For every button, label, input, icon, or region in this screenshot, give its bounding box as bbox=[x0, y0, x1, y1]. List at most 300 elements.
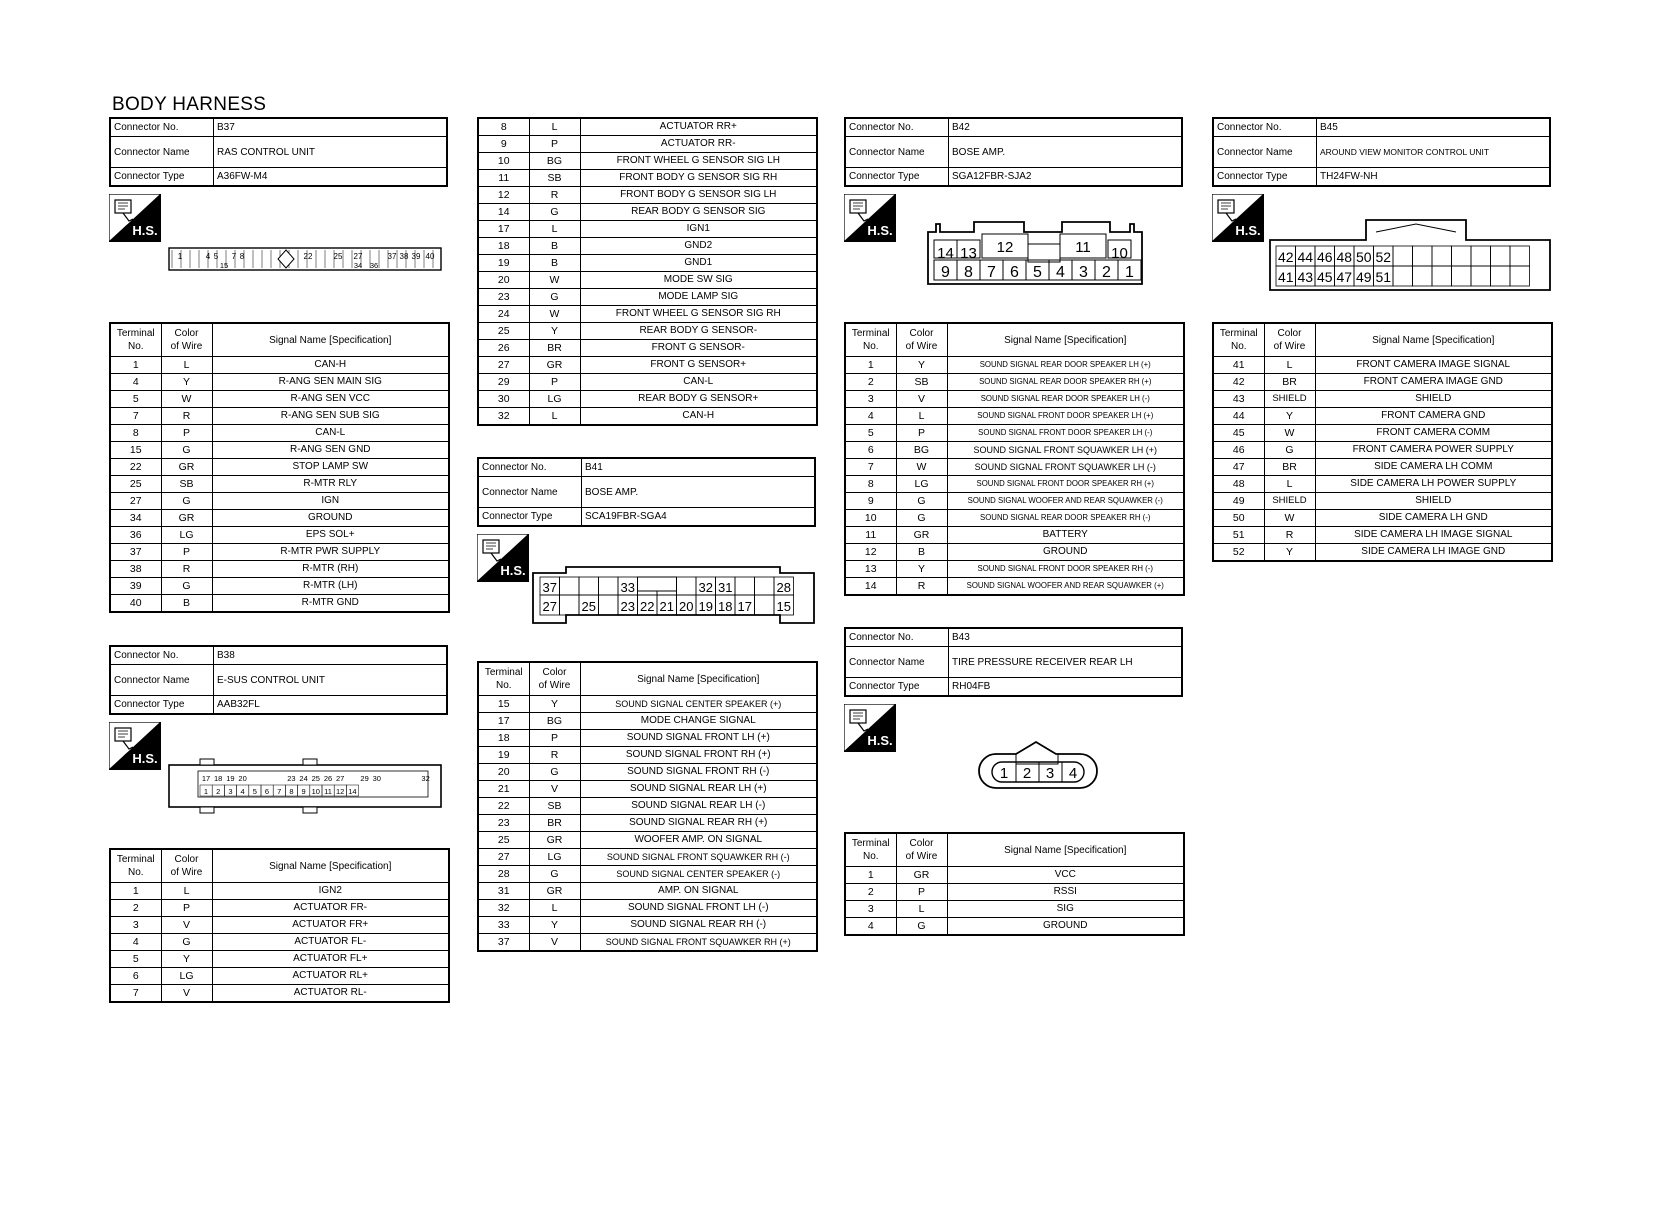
signal-table-b43 bbox=[844, 832, 1185, 936]
table-row bbox=[478, 204, 817, 221]
wire-color: Y bbox=[529, 696, 580, 713]
table-row bbox=[1213, 476, 1552, 493]
signal-name: RSSI bbox=[947, 884, 1184, 901]
table-row bbox=[110, 900, 449, 917]
wire-color: L bbox=[529, 221, 580, 238]
connector-type-value: A36FW-M4 bbox=[214, 168, 448, 187]
table-row bbox=[110, 527, 449, 544]
terminal-no: 24 bbox=[478, 306, 529, 323]
connector-face-b37 bbox=[168, 246, 444, 274]
wire-color: V bbox=[529, 781, 580, 798]
latch bbox=[303, 759, 317, 765]
hs-label: H.S. bbox=[1235, 223, 1261, 238]
pin-number: 52 bbox=[1375, 249, 1392, 265]
pin-cell bbox=[1491, 246, 1511, 266]
connector-name-label: Connector Name bbox=[845, 647, 949, 678]
signal-name: SOUND SIGNAL REAR DOOR SPEAKER RH (-) bbox=[947, 510, 1184, 527]
pin-number: 15 bbox=[219, 261, 229, 270]
wire-color: BR bbox=[1264, 374, 1315, 391]
table-row bbox=[845, 493, 1184, 510]
wire-color: Y bbox=[529, 917, 580, 934]
wire-color: G bbox=[161, 578, 212, 595]
wire-color: SB bbox=[896, 374, 947, 391]
pin-number: 28 bbox=[776, 580, 791, 595]
signal-table-b38-part2 bbox=[477, 117, 818, 426]
wire-color: P bbox=[529, 136, 580, 153]
terminal-no: 18 bbox=[478, 730, 529, 747]
table-row bbox=[845, 459, 1184, 476]
terminal-no: 41 bbox=[1213, 357, 1264, 374]
table-row bbox=[110, 985, 449, 1003]
table-row bbox=[110, 968, 449, 985]
wire-color: SHIELD bbox=[1264, 493, 1315, 510]
signal-name: MODE LAMP SIG bbox=[580, 289, 817, 306]
wire-color: P bbox=[896, 884, 947, 901]
table-row bbox=[478, 136, 817, 153]
pin-cell bbox=[735, 577, 755, 595]
signal-name: FRONT CAMERA COMM bbox=[1315, 425, 1552, 442]
table-row bbox=[1213, 442, 1552, 459]
pin-cell bbox=[1452, 246, 1472, 266]
terminal-no: 1 bbox=[110, 357, 161, 374]
signal-name: SIDE CAMERA LH IMAGE SIGNAL bbox=[1315, 527, 1552, 544]
terminal-no: 15 bbox=[478, 696, 529, 713]
pin-number: 9 bbox=[301, 787, 306, 796]
signal-name: IGN2 bbox=[212, 883, 449, 900]
table-row bbox=[478, 883, 817, 900]
connector-header-b41 bbox=[477, 457, 816, 527]
pin-number: 44 bbox=[1297, 249, 1314, 265]
signal-name: MODE CHANGE SIGNAL bbox=[580, 713, 817, 730]
signal-name: EPS SOL+ bbox=[212, 527, 449, 544]
wire-color: P bbox=[529, 730, 580, 747]
connector-name-label: Connector Name bbox=[110, 137, 214, 168]
pin-cell bbox=[1471, 266, 1491, 286]
pin-number: 27 bbox=[336, 774, 345, 783]
wire-color: GR bbox=[161, 459, 212, 476]
terminal-no: 23 bbox=[478, 289, 529, 306]
terminal-no: 48 bbox=[1213, 476, 1264, 493]
table-row bbox=[478, 374, 817, 391]
pin-number: 51 bbox=[1375, 269, 1392, 285]
table-row bbox=[845, 544, 1184, 561]
terminal-no: 36 bbox=[110, 527, 161, 544]
wire-color: R bbox=[1264, 527, 1315, 544]
table-row bbox=[845, 561, 1184, 578]
pin-number: 4 bbox=[1056, 264, 1065, 281]
terminal-no: 28 bbox=[478, 866, 529, 883]
terminal-no: 20 bbox=[478, 764, 529, 781]
pin-number: 1 bbox=[1125, 264, 1134, 281]
table-row bbox=[478, 713, 817, 730]
color-of-wire-header: Color of Wire bbox=[1264, 323, 1315, 357]
table-row bbox=[478, 272, 817, 289]
signal-name: IGN bbox=[212, 493, 449, 510]
pin-number: 38 bbox=[399, 252, 409, 261]
wire-color: R bbox=[529, 747, 580, 764]
signal-name: R-ANG SEN MAIN SIG bbox=[212, 374, 449, 391]
table-row bbox=[845, 510, 1184, 527]
signal-name: REAR BODY G SENSOR SIG bbox=[580, 204, 817, 221]
pin-cell bbox=[560, 577, 580, 595]
connector-type-value: TH24FW-NH bbox=[1317, 168, 1551, 187]
connector-face-b41 bbox=[532, 565, 816, 625]
signal-name: FRONT CAMERA GND bbox=[1315, 408, 1552, 425]
pin-number: 7 bbox=[987, 264, 996, 281]
pin-number: 7 bbox=[277, 787, 282, 796]
signal-name: SOUND SIGNAL REAR RH (+) bbox=[580, 815, 817, 832]
connector-type-label: Connector Type bbox=[110, 168, 214, 187]
connector-type-value: SGA12FBR-SJA2 bbox=[949, 168, 1183, 187]
pin-number: 25 bbox=[333, 252, 343, 261]
signal-name: SOUND SIGNAL FRONT SQUAWKER RH (-) bbox=[580, 849, 817, 866]
wire-color: B bbox=[896, 544, 947, 561]
latch bbox=[200, 807, 214, 813]
terminal-no: 27 bbox=[110, 493, 161, 510]
signal-name: SHIELD bbox=[1315, 493, 1552, 510]
signal-name: ACTUATOR FL- bbox=[212, 934, 449, 951]
connector-no-value: B45 bbox=[1317, 118, 1551, 137]
terminal-no: 13 bbox=[845, 561, 896, 578]
wire-color: L bbox=[529, 408, 580, 426]
signal-name-header: Signal Name [Specification] bbox=[947, 833, 1184, 867]
terminal-no: 11 bbox=[845, 527, 896, 544]
signal-name: GROUND bbox=[947, 544, 1184, 561]
terminal-no: 34 bbox=[110, 510, 161, 527]
terminal-no: 29 bbox=[478, 374, 529, 391]
table-row bbox=[478, 340, 817, 357]
terminal-no-header: Terminal No. bbox=[110, 849, 161, 883]
pin-number: 17 bbox=[201, 774, 211, 783]
connector-no-value: B37 bbox=[214, 118, 448, 137]
wire-color: Y bbox=[1264, 408, 1315, 425]
pin-number: 5 bbox=[1033, 264, 1042, 281]
pin-number: 12 bbox=[336, 787, 345, 796]
wire-color: SB bbox=[529, 170, 580, 187]
connector-header-b42 bbox=[844, 117, 1183, 187]
terminal-no: 52 bbox=[1213, 544, 1264, 562]
wire-color: W bbox=[896, 459, 947, 476]
table-row bbox=[845, 442, 1184, 459]
signal-name: ACTUATOR RL+ bbox=[212, 968, 449, 985]
connector-type-value: AAB32FL bbox=[214, 696, 448, 715]
color-of-wire-header: Color of Wire bbox=[161, 849, 212, 883]
signal-name: FRONT BODY G SENSOR SIG RH bbox=[580, 170, 817, 187]
connector-face-b45 bbox=[1268, 216, 1552, 292]
wire-color: L bbox=[161, 883, 212, 900]
wire-color: L bbox=[896, 408, 947, 425]
pin-cell bbox=[1432, 266, 1452, 286]
terminal-no: 47 bbox=[1213, 459, 1264, 476]
wire-color: B bbox=[529, 255, 580, 272]
pin-number: 37 bbox=[542, 580, 557, 595]
wire-color: B bbox=[161, 595, 212, 613]
signal-name: SOUND SIGNAL FRONT SQUAWKER RH (+) bbox=[580, 934, 817, 952]
pin-number: 31 bbox=[718, 580, 733, 595]
signal-name: ACTUATOR RR- bbox=[580, 136, 817, 153]
wire-color: R bbox=[896, 578, 947, 596]
signal-name: CAN-L bbox=[580, 374, 817, 391]
terminal-no: 18 bbox=[478, 238, 529, 255]
terminal-no: 38 bbox=[110, 561, 161, 578]
wire-color: P bbox=[896, 425, 947, 442]
signal-name: SOUND SIGNAL FRONT DOOR SPEAKER LH (-) bbox=[947, 425, 1184, 442]
table-row bbox=[1213, 493, 1552, 510]
wire-color: BG bbox=[529, 153, 580, 170]
wire-color: BR bbox=[529, 340, 580, 357]
pin-number: 37 bbox=[387, 252, 397, 261]
signal-name: ACTUATOR RL- bbox=[212, 985, 449, 1003]
signal-name: BATTERY bbox=[947, 527, 1184, 544]
terminal-no: 40 bbox=[110, 595, 161, 613]
pin-number: 14 bbox=[348, 787, 357, 796]
wire-color: L bbox=[529, 900, 580, 917]
wire-color: G bbox=[529, 289, 580, 306]
pin-number: 17 bbox=[737, 599, 752, 614]
terminal-no: 10 bbox=[478, 153, 529, 170]
signal-name: R-ANG SEN VCC bbox=[212, 391, 449, 408]
wire-color: BR bbox=[529, 815, 580, 832]
wire-color: R bbox=[529, 187, 580, 204]
wire-color: GR bbox=[161, 510, 212, 527]
wire-color: LG bbox=[896, 476, 947, 493]
signal-name: SOUND SIGNAL FRONT RH (-) bbox=[580, 764, 817, 781]
table-row bbox=[845, 527, 1184, 544]
terminal-no: 26 bbox=[478, 340, 529, 357]
wire-color: W bbox=[529, 306, 580, 323]
terminal-no-header: Terminal No. bbox=[478, 662, 529, 696]
table-row bbox=[845, 374, 1184, 391]
pin-number: 18 bbox=[214, 774, 223, 783]
terminal-no: 37 bbox=[478, 934, 529, 952]
terminal-no: 45 bbox=[1213, 425, 1264, 442]
pin-number: 39 bbox=[411, 252, 421, 261]
pin-number: 8 bbox=[239, 252, 245, 261]
table-row bbox=[110, 442, 449, 459]
terminal-no: 2 bbox=[845, 884, 896, 901]
table-row bbox=[110, 934, 449, 951]
pin-number: 43 bbox=[1297, 269, 1314, 285]
connector-header-b43 bbox=[844, 627, 1183, 697]
terminal-no: 25 bbox=[110, 476, 161, 493]
table-row bbox=[478, 730, 817, 747]
pin-number: 6 bbox=[1010, 264, 1019, 281]
pin-cell bbox=[677, 577, 697, 595]
pin-cell bbox=[579, 577, 599, 595]
signal-name: FRONT CAMERA IMAGE SIGNAL bbox=[1315, 357, 1552, 374]
terminal-no: 27 bbox=[478, 849, 529, 866]
wire-color: W bbox=[1264, 510, 1315, 527]
pin-number: 8 bbox=[964, 264, 973, 281]
terminal-no: 51 bbox=[1213, 527, 1264, 544]
terminal-no: 44 bbox=[1213, 408, 1264, 425]
wire-color: R bbox=[161, 408, 212, 425]
terminal-no: 1 bbox=[845, 357, 896, 374]
pin-number: 42 bbox=[1277, 249, 1294, 265]
connector-no-label: Connector No. bbox=[110, 646, 214, 665]
signal-name: SOUND SIGNAL FRONT SQUAWKER LH (-) bbox=[947, 459, 1184, 476]
wire-color: SHIELD bbox=[1264, 391, 1315, 408]
pin-cell bbox=[560, 595, 580, 615]
signal-name: REAR BODY G SENSOR+ bbox=[580, 391, 817, 408]
connector-no-label: Connector No. bbox=[845, 628, 949, 647]
wire-color: Y bbox=[1264, 544, 1315, 562]
signal-name: SOUND SIGNAL REAR DOOR SPEAKER LH (-) bbox=[947, 391, 1184, 408]
wire-color: W bbox=[529, 272, 580, 289]
table-row bbox=[110, 357, 449, 374]
pin-number: 20 bbox=[238, 774, 247, 783]
hs-label: H.S. bbox=[867, 223, 893, 238]
pin-number: 23 bbox=[620, 599, 635, 614]
pin-number: 5 bbox=[213, 252, 219, 261]
table-row bbox=[845, 357, 1184, 374]
table-row bbox=[478, 238, 817, 255]
signal-name: STOP LAMP SW bbox=[212, 459, 449, 476]
color-of-wire-header: Color of Wire bbox=[896, 323, 947, 357]
pin-number: 22 bbox=[303, 252, 313, 261]
pin-number: 50 bbox=[1355, 249, 1372, 265]
terminal-no: 17 bbox=[478, 713, 529, 730]
pin-cell bbox=[755, 577, 775, 595]
wire-color: V bbox=[161, 985, 212, 1003]
signal-name: SOUND SIGNAL REAR DOOR SPEAKER RH (+) bbox=[947, 374, 1184, 391]
hs-label: H.S. bbox=[500, 563, 526, 578]
terminal-no: 11 bbox=[478, 170, 529, 187]
pin-cell bbox=[1510, 246, 1530, 266]
signal-name: R-MTR RLY bbox=[212, 476, 449, 493]
hs-icon bbox=[109, 722, 161, 770]
connector-name-value: BOSE AMP. bbox=[949, 137, 1183, 168]
signal-name: GROUND bbox=[212, 510, 449, 527]
connector-header-b45 bbox=[1212, 117, 1551, 187]
wire-color: V bbox=[896, 391, 947, 408]
terminal-no: 27 bbox=[478, 357, 529, 374]
page-title: BODY HARNESS bbox=[112, 94, 267, 115]
signal-name: SOUND SIGNAL FRONT DOOR SPEAKER RH (-) bbox=[947, 561, 1184, 578]
signal-name: SIDE CAMERA LH COMM bbox=[1315, 459, 1552, 476]
wire-color: L bbox=[1264, 476, 1315, 493]
signal-name: R-MTR (RH) bbox=[212, 561, 449, 578]
connector-name-value: AROUND VIEW MONITOR CONTROL UNIT bbox=[1317, 137, 1551, 168]
terminal-no: 12 bbox=[845, 544, 896, 561]
terminal-no: 32 bbox=[478, 900, 529, 917]
terminal-no: 21 bbox=[478, 781, 529, 798]
terminal-no: 19 bbox=[478, 747, 529, 764]
table-row bbox=[845, 918, 1184, 936]
wire-color: B bbox=[529, 238, 580, 255]
terminal-no-header: Terminal No. bbox=[845, 833, 896, 867]
wire-color: Y bbox=[161, 951, 212, 968]
wire-color: GR bbox=[896, 867, 947, 884]
signal-name: R-MTR GND bbox=[212, 595, 449, 613]
signal-name: SOUND SIGNAL REAR RH (-) bbox=[580, 917, 817, 934]
pin-number: 6 bbox=[264, 787, 270, 796]
terminal-no: 3 bbox=[110, 917, 161, 934]
signal-name: SHIELD bbox=[1315, 391, 1552, 408]
pin-number: 2 bbox=[1022, 765, 1032, 782]
table-row bbox=[1213, 459, 1552, 476]
wire-color: W bbox=[161, 391, 212, 408]
pin-number: 3 bbox=[228, 787, 233, 796]
pin-number: 46 bbox=[1316, 249, 1333, 265]
table-row bbox=[110, 476, 449, 493]
signal-name: SOUND SIGNAL FRONT DOOR SPEAKER LH (+) bbox=[947, 408, 1184, 425]
pin-number: 10 bbox=[311, 787, 320, 796]
signal-name: SOUND SIGNAL FRONT LH (+) bbox=[580, 730, 817, 747]
terminal-no: 25 bbox=[478, 832, 529, 849]
pin-number: 21 bbox=[659, 599, 674, 614]
pin-number: 8 bbox=[289, 787, 294, 796]
pin-number: 27 bbox=[353, 252, 363, 261]
connector-no-value: B38 bbox=[214, 646, 448, 665]
terminal-no: 7 bbox=[845, 459, 896, 476]
terminal-no: 4 bbox=[845, 408, 896, 425]
table-row bbox=[110, 425, 449, 442]
connector-face-b38 bbox=[168, 755, 444, 809]
hs-label: H.S. bbox=[132, 223, 158, 238]
signal-table-b38-part1 bbox=[109, 848, 450, 1003]
terminal-no: 7 bbox=[110, 985, 161, 1003]
signal-name-header: Signal Name [Specification] bbox=[947, 323, 1184, 357]
table-row bbox=[478, 815, 817, 832]
signal-name: GROUND bbox=[947, 918, 1184, 936]
wire-color: L bbox=[161, 357, 212, 374]
connector-type-label: Connector Type bbox=[845, 678, 949, 697]
terminal-no: 23 bbox=[478, 815, 529, 832]
terminal-no: 4 bbox=[110, 934, 161, 951]
pin-number: 45 bbox=[1316, 269, 1333, 285]
table-row bbox=[110, 391, 449, 408]
pin-number: 1 bbox=[203, 787, 209, 796]
terminal-no: 46 bbox=[1213, 442, 1264, 459]
table-row bbox=[110, 459, 449, 476]
table-row bbox=[478, 747, 817, 764]
terminal-no: 14 bbox=[845, 578, 896, 596]
signal-name-header: Signal Name [Specification] bbox=[580, 662, 817, 696]
terminal-no: 8 bbox=[478, 118, 529, 136]
terminal-no: 22 bbox=[110, 459, 161, 476]
pin-number: 11 bbox=[1075, 239, 1091, 256]
signal-name: AMP. ON SIGNAL bbox=[580, 883, 817, 900]
signal-name: SIDE CAMERA LH GND bbox=[1315, 510, 1552, 527]
hs-icon bbox=[1212, 194, 1264, 242]
terminal-no: 3 bbox=[845, 901, 896, 918]
terminal-no: 6 bbox=[110, 968, 161, 985]
pin-cell bbox=[1510, 266, 1530, 286]
wire-color: L bbox=[529, 118, 580, 136]
pin-number: 18 bbox=[718, 599, 733, 614]
terminal-no: 9 bbox=[845, 493, 896, 510]
pin-number: 25 bbox=[581, 599, 596, 614]
pin-number: 19 bbox=[226, 774, 235, 783]
signal-name: SOUND SIGNAL FRONT DOOR SPEAKER RH (+) bbox=[947, 476, 1184, 493]
connector-name-value: RAS CONTROL UNIT bbox=[214, 137, 448, 168]
color-of-wire-header: Color of Wire bbox=[161, 323, 212, 357]
wire-color: BG bbox=[529, 713, 580, 730]
pin-cell bbox=[1413, 266, 1433, 286]
pin-number: 2 bbox=[216, 787, 221, 796]
signal-table-b42 bbox=[844, 322, 1185, 596]
signal-name: WOOFER AMP. ON SIGNAL bbox=[580, 832, 817, 849]
pin-number: 47 bbox=[1336, 269, 1353, 285]
pin-number: 48 bbox=[1336, 249, 1353, 265]
connector-name-label: Connector Name bbox=[110, 665, 214, 696]
signal-name: SOUND SIGNAL CENTER SPEAKER (-) bbox=[580, 866, 817, 883]
connector-no-label: Connector No. bbox=[845, 118, 949, 137]
signal-name: FRONT CAMERA POWER SUPPLY bbox=[1315, 442, 1552, 459]
table-row bbox=[478, 408, 817, 426]
wire-color: GR bbox=[529, 832, 580, 849]
